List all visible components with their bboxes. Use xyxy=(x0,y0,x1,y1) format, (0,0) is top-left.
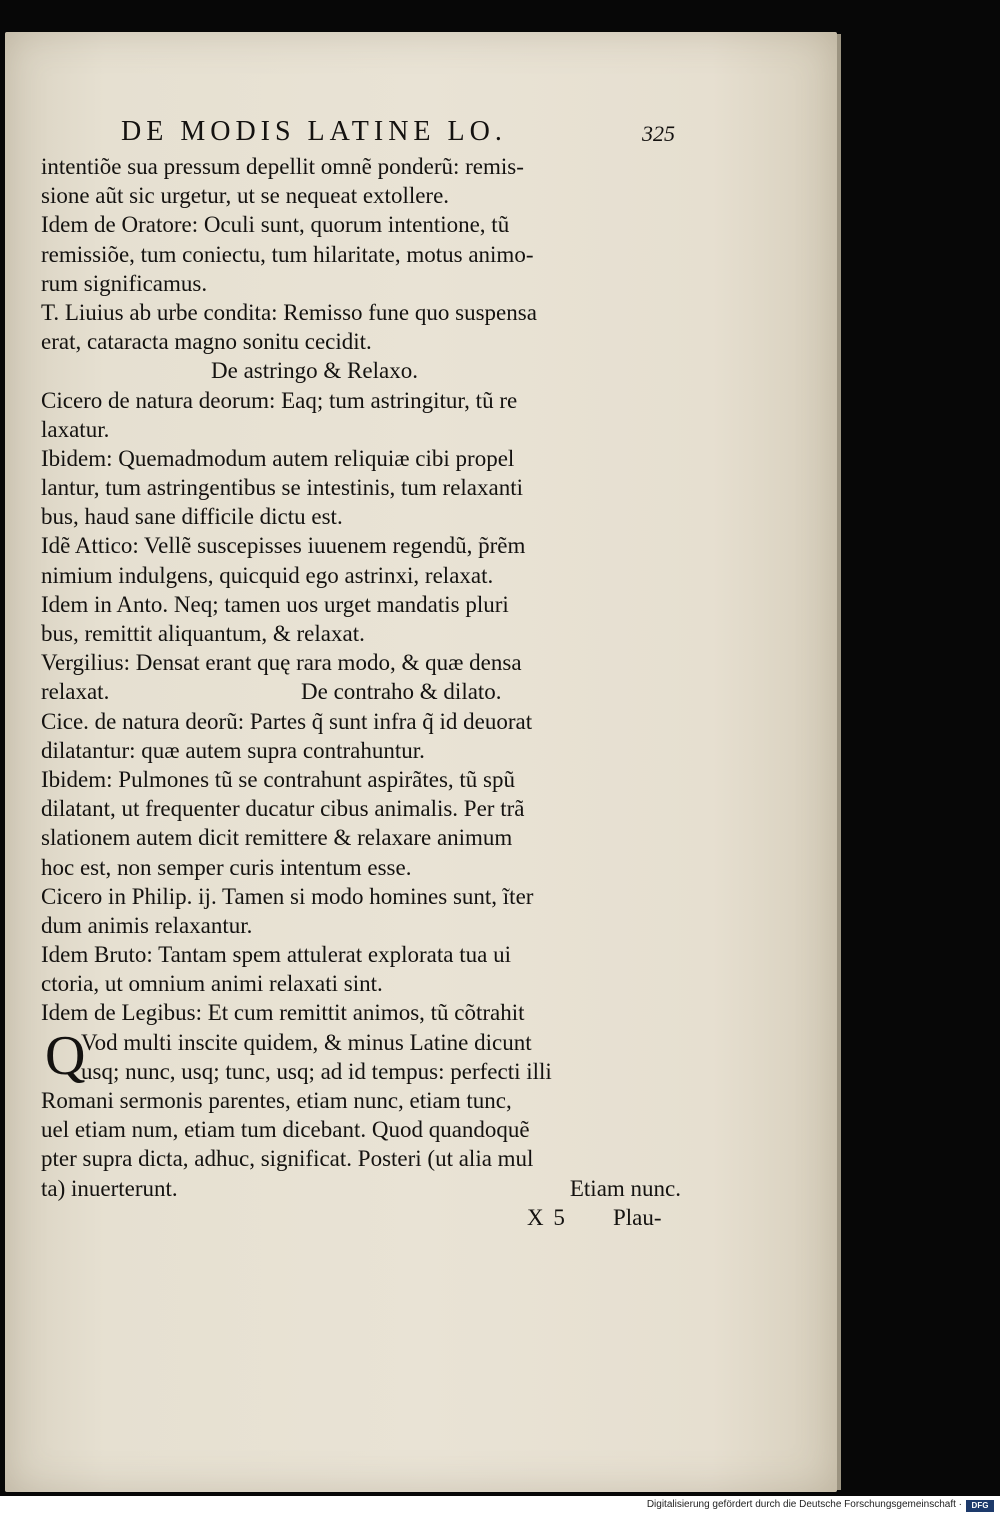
section-heading: Etiam nunc. xyxy=(569,1175,681,1201)
dfg-logo-icon: DFG xyxy=(966,1500,994,1512)
text-line: Idẽ Attico: Vellẽ suscepisses iuuenem regendũ, p̃rẽm xyxy=(41,533,526,559)
dropcap-paragraph xyxy=(41,1024,681,1087)
text-line: Ibidem: Pulmones tũ se contrahunt aspirãtes, tũ spũ xyxy=(41,766,515,792)
running-title: DE MODIS LATINE LO. xyxy=(121,116,507,147)
page-edge xyxy=(837,34,841,1490)
text-line: dilatantur: quæ autem supra contrahuntur. xyxy=(41,737,425,763)
text-line: remissiõe, tum coniectu, tum hilaritate, motus animo- xyxy=(41,241,534,267)
text-line-with-heading xyxy=(41,677,681,706)
funding-credit: Digitalisierung gefördert durch die Deutsche Forschungsgemeinschaft · xyxy=(646,1499,962,1510)
text-line: Cicero de natura deorum: Eaq; tum astringitur, tũ re xyxy=(41,387,518,413)
text-line: Vergilius: Densat erant quę rara modo, & quæ densa xyxy=(41,650,522,676)
signature-mark: X 5 xyxy=(527,1204,567,1230)
text-line: Romani sermonis parentes, etiam nunc, etiam tunc, xyxy=(41,1088,512,1113)
text-line: Idem in Anto. Neq; tamen uos urget mandatis pluri xyxy=(41,591,509,617)
text-line: slationem autem dicit remittere & relaxare animum xyxy=(41,825,513,851)
text-line: erat, cataracta magno sonitu cecidit. xyxy=(41,329,372,355)
text-line: Cicero in Philip. ij. Tamen si modo homines sunt, ĩter xyxy=(41,883,534,909)
book-page xyxy=(5,32,837,1492)
text-line: Cice. de natura deorũ: Partes q̃ sunt infra q̃ id deuorat xyxy=(41,708,533,734)
text-line: Idem de Oratore: Oculi sunt, quorum intentione, tũ xyxy=(41,212,510,238)
text-line: bus, haud sane difficile dictu est. xyxy=(41,504,343,530)
section-heading: De contraho & dilato. xyxy=(301,679,502,705)
text-line: laxatur. xyxy=(41,416,110,442)
text-fragment: relaxat. xyxy=(41,679,110,705)
footer-bar xyxy=(0,1496,1000,1516)
text-line: rum significamus. xyxy=(41,270,208,296)
text-line: uel etiam num, etiam tum dicebant. Quod quandoquẽ xyxy=(41,1117,530,1143)
page-number: 325 xyxy=(642,121,675,146)
text-line: Vod multi inscite quidem, & minus Latine dicunt xyxy=(81,1029,532,1055)
text-line: sione aũt sic urgetur, ut se nequeat extollere. xyxy=(41,183,450,209)
text-line-with-heading xyxy=(41,1174,681,1203)
running-head xyxy=(41,112,681,152)
text-line: usq; nunc, usq; tunc, usq; ad id tempus: perfecti illi xyxy=(81,1058,552,1084)
drop-capital: Q xyxy=(45,1024,86,1087)
text-line: dum animis relaxantur. xyxy=(41,912,253,938)
text-line: lantur, tum astringentibus se intestinis, tum relaxanti xyxy=(41,475,524,501)
text-line: intentiõe sua pressum depellit omnẽ ponderũ: remis- xyxy=(41,154,524,179)
text-line: Idem de Legibus: Et cum remittit animos, tũ cõtrahit xyxy=(41,1000,525,1026)
signature-line xyxy=(41,1203,681,1237)
text-line: Ibidem: Quemadmodum autem reliquiæ cibi propel xyxy=(41,445,515,471)
text-line: ctoria, ut omnium animi relaxati sint. xyxy=(41,971,383,997)
text-line: bus, remittit aliquantum, & relaxat. xyxy=(41,621,365,646)
catchword: Plau- xyxy=(613,1204,662,1230)
text-line: T. Liuius ab urbe condita: Remisso fune quo suspensa xyxy=(41,299,537,325)
section-heading: De astringo & Relaxo. xyxy=(211,358,418,384)
text-line: Idem Bruto: Tantam spem attulerat explorata tua ui xyxy=(41,942,511,968)
text-fragment: ta) inuerterunt. xyxy=(41,1175,178,1201)
text-block xyxy=(41,112,681,1237)
text-line: hoc est, non semper curis intentum esse. xyxy=(41,854,412,880)
text-line: pter supra dicta, adhuc, significat. Posteri (ut alia mul xyxy=(41,1146,534,1172)
text-line: nimium indulgens, quicquid ego astrinxi, relaxat. xyxy=(41,562,494,588)
text-line: dilatant, ut frequenter ducatur cibus animalis. Per trã xyxy=(41,796,525,822)
